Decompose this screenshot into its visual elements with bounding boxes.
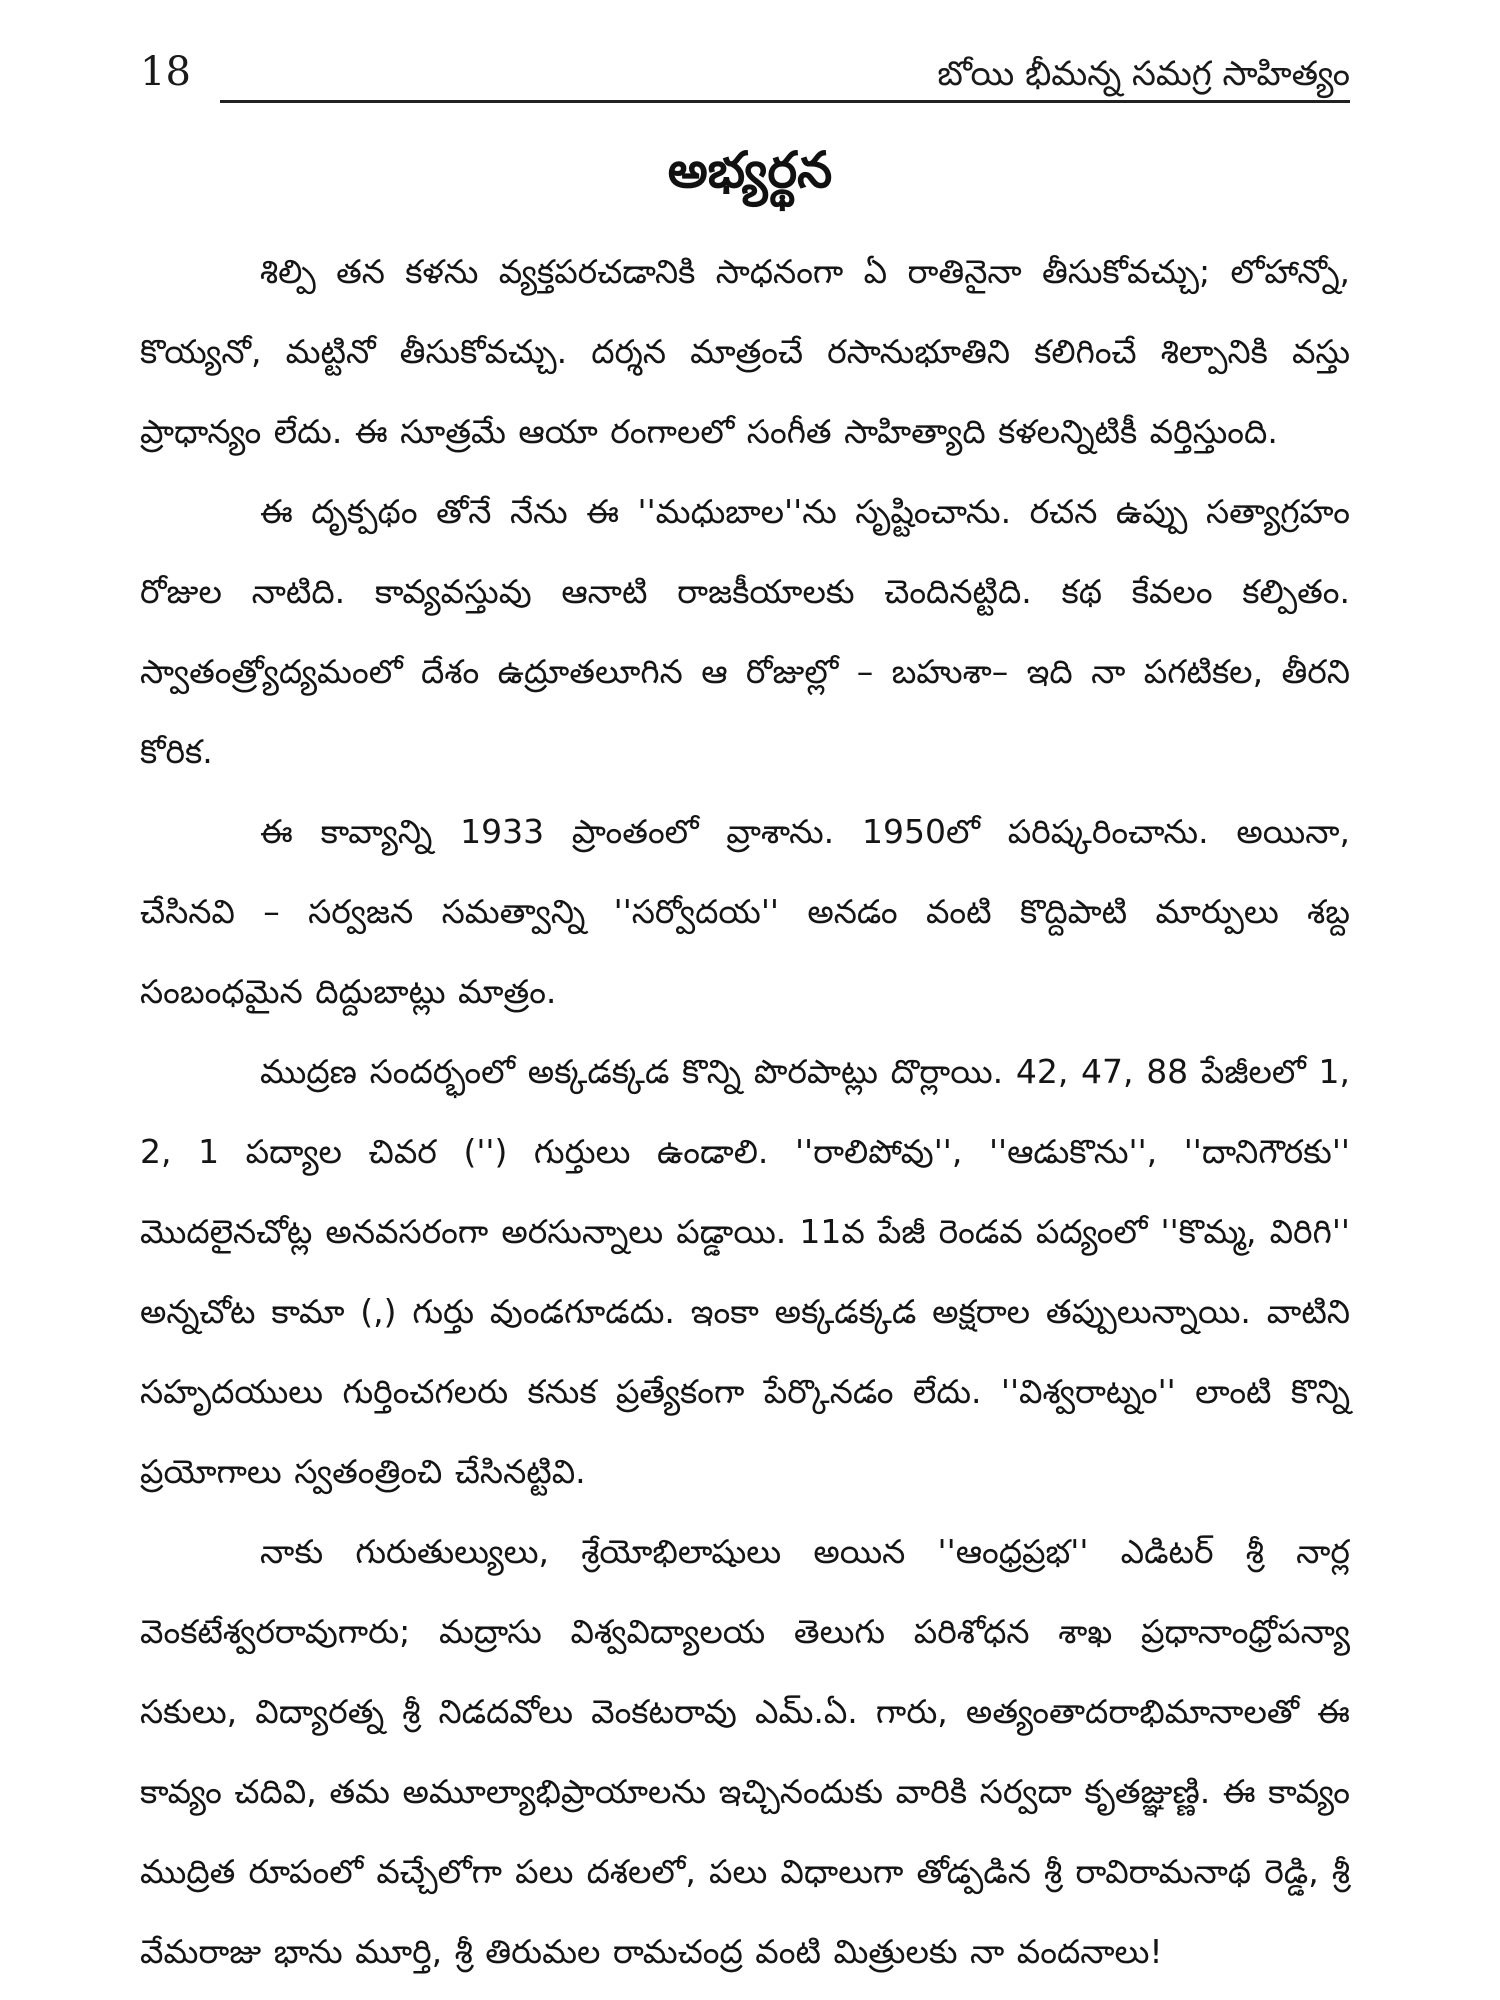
running-title: బోయి భీమన్న సమగ్ర సాహిత్యం: [937, 54, 1350, 94]
paragraph-4: ముద్రణ సందర్భంలో అక్కడక్కడ కొన్ని పొరపాట్లు దొర్లాయి. 42, 47, 88 పేజీలలో 1, 2, 1 పద్యాల చివర ('') గుర్తులు ఉండాలి. ''రాలిపోవు'', ''ఆడుకొను'', ''దానిగౌరకు'' మొదలైనచోట్ల అనవసరంగా అరసున్నాలు పడ్డాయి. 11వ పేజీ రెండవ పద్యంలో ''కొమ్మ, విరిగి'' అన్నచోట కామా (,) గుర్తు వుండగూడదు. ఇంకా అక్కడక్కడ అక్షరాల తప్పులున్నాయి. వాటిని సహృదయులు గుర్తించగలరు కనుక ప్రత్యేకంగా పేర్కొనడం లేదు. ''విశ్వరాట్నం'' లాంటి కొన్ని ప్రయోగాలు స్వతంత్రించి చేసినట్టివి.: [140, 1052, 1350, 1491]
paragraph-5: నాకు గురుతుల్యులు, శ్రేయోభిలాషులు అయిన ''ఆంధ్రప్రభ'' ఎడిటర్ శ్రీ నార్ల వెంకటేశ్వరరావుగారు; మద్రాసు విశ్వవిద్యాలయ తెలుగు పరిశోధన శాఖ ప్రధానాంధ్రోపన్యా సకులు, విద్యారత్న శ్రీ నిడదవోలు వెంకటరావు ఎమ్.ఏ. గారు, అత్యంతాదరాభిమానాలతో ఈ కావ్యం చదివి, తమ అమూల్యాభిప్రాయాలను ఇచ్చినందుకు వారికి సర్వదా కృతజ్ఞుణ్ణి. ఈ కావ్యం ముద్రిత రూపంలో వచ్చేలోగా పలు దశలలో, పలు విధాలుగా తోడ్పడిన శ్రీ రావిరామనాథ రెడ్డి, శ్రీ వేమరాజు భాను మూర్తి, శ్రీ తిరుమల రామచంద్ర వంటి మిత్రులకు నా వందనాలు!: [140, 1532, 1350, 1971]
page-header: [140, 48, 1350, 108]
paragraph-1: శిల్పి తన కళను వ్యక్తపరచడానికి సాధనంగా ఏ రాతినైనా తీసుకోవచ్చు; లోహాన్నో, కొయ్యనో, మట్టినో తీసుకోవచ్చు. దర్శన మాత్రంచే రసానుభూతిని కలిగించే శిల్పానికి వస్తు ప్రాధాన్యం లేదు. ఈ సూత్రమే ఆయా రంగాలలో సంగీత సాహిత్యాది కళలన్నిటికీ వర్తిస్తుంది.: [140, 252, 1350, 451]
header-rule: [220, 100, 1350, 103]
paragraph-3: ఈ కావ్యాన్ని 1933 ప్రాంతంలో వ్రాశాను. 1950లో పరిష్కరించాను. అయినా, చేసినవి – సర్వజన సమత్వాన్ని ''సర్వోదయ'' అనడం వంటి కొద్దిపాటి మార్పులు శబ్ద సంబంధమైన దిద్దుబాట్లు మాత్రం.: [140, 812, 1350, 1011]
body-text: [140, 232, 1350, 1992]
page-number: 18: [140, 49, 191, 95]
section-title: అభ్యర్థన: [667, 141, 833, 199]
paragraph-2: ఈ దృక్పథం తోనే నేను ఈ ''మధుబాల''ను సృష్టించాను. రచన ఉప్పు సత్యాగ్రహం రోజుల నాటిది. కావ్యవస్తువు ఆనాటి రాజకీయాలకు చెందినట్టిది. కథ కేవలం కల్పితం. స్వాతంత్ర్యోద్యమంలో దేశం ఉద్రూతలూగిన ఆ రోజుల్లో – బహుశా– ఇది నా పగటికల, తీరని కోరిక.: [140, 492, 1350, 771]
